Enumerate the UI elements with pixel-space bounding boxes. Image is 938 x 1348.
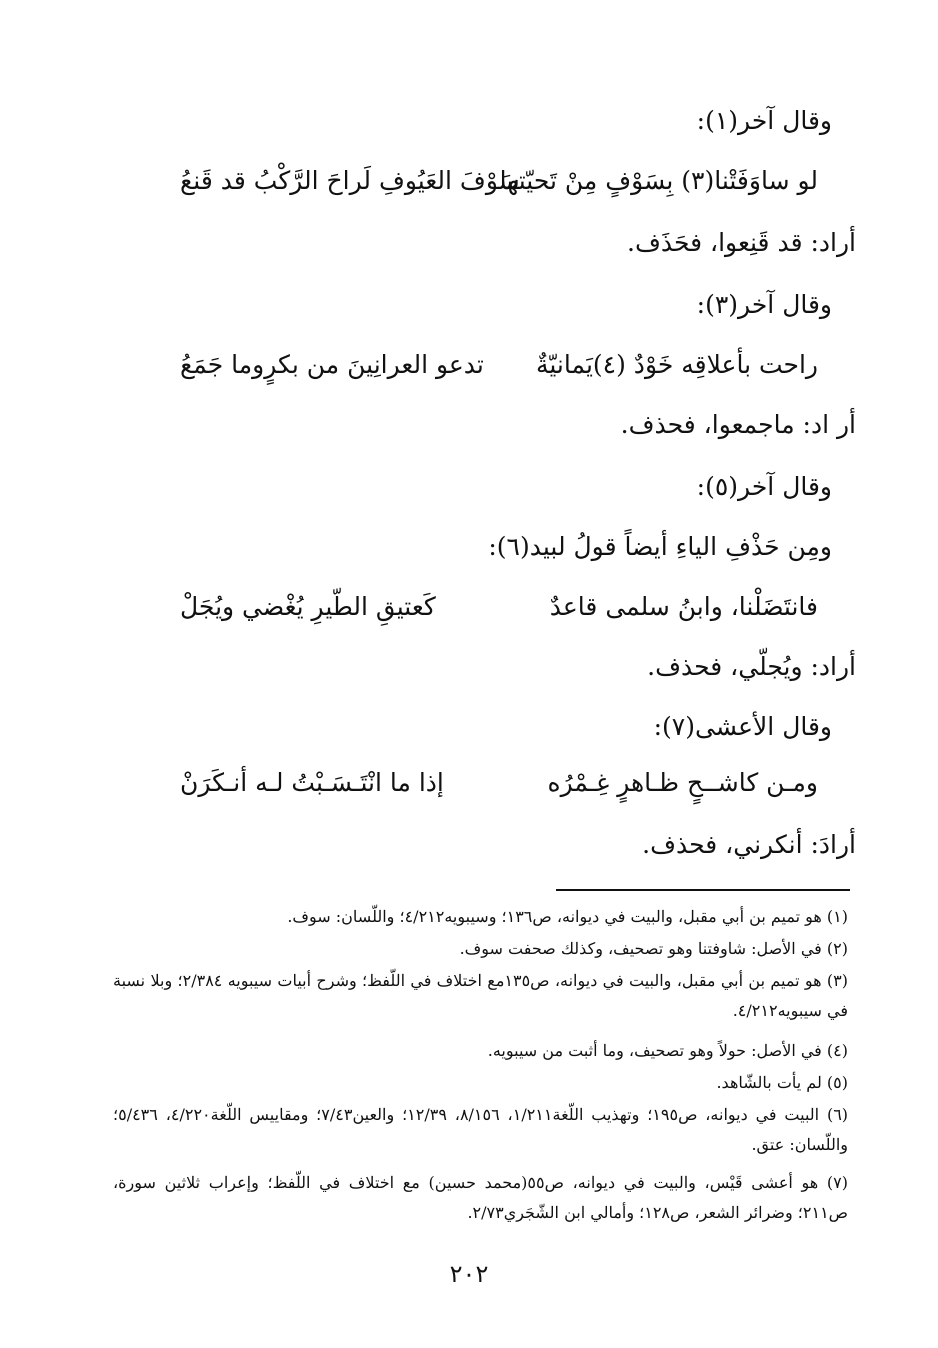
verse-2-second-hemistich: تدعو العرانِينَ من بكرٍوما جَمَعُ: [180, 350, 484, 379]
footnote-2: (٢) في الأصل: شاوفتنا وهو تصحيف، وكذلك صحفت سوف.: [459, 939, 848, 958]
verse-intro-3: وقال آخر(٥):: [696, 472, 832, 501]
verse-intro-1: وقال آخر(١):: [696, 106, 832, 135]
footnote-1: (١) هو تميم بن أبي مقبل، والبيت في ديوانه، ص١٣٦؛ وسيبويه٤/٢١٢؛ واللّسان: سوف.: [287, 907, 848, 926]
footnote-separator: [556, 889, 850, 891]
verse-intro-4: ومِن حَذْفِ الياءِ أيضاً قولُ لبيد(٦):: [488, 532, 832, 561]
verse-intro-2: وقال آخر(٣):: [696, 290, 832, 319]
verse-3-second-hemistich: كَعتيقِ الطّيرِ يُغْضي ويُجَلْ: [180, 592, 436, 621]
footnote-5: (٥) لم يأت بالشّاهد.: [716, 1073, 848, 1092]
verse-intro-5: وقال الأعشى(٧):: [653, 712, 832, 741]
verse-3-first-hemistich: فانتَضَلْنا، وابنُ سلمى قاعدٌ: [549, 592, 818, 621]
page-number: ٢٠٢: [449, 1260, 489, 1288]
footnote-4: (٤) في الأصل: حولاً وهو تصحيف، وما أثبت من سيبويه.: [487, 1041, 848, 1060]
footnote-6: (٦) البيت في ديوانه، ص١٩٥؛ وتهذيب اللّغة١/٢١١، ٨/١٥٦، ١٢/٣٩؛ والعين٧/٤٣؛ ومقاييس اللّغة٤/٢٢٠، ٥/٤٣٦؛ واللّسان: عتق.: [113, 1105, 849, 1154]
comment-3: أراد: ويُجلّي، فحذف.: [647, 652, 856, 681]
comment-1: أراد: قد قَنِعوا، فحَذَف.: [627, 228, 856, 257]
verse-1-first-hemistich: لو ساوَفَتْنا(٣) بِسَوْفٍ مِنْ تَحيّتها: [499, 166, 818, 195]
footnote-3: (٣) هو تميم بن أبي مقبل، والبيت في ديوانه، ص١٣٥مع اختلاف في اللّفظ؛ وشرح أبيات سيبويه ٢/٣٨٤؛ وبلا نسبة في سيبويه٤/٢١٢.: [113, 971, 849, 1020]
footnote-7: (٧) هو أعشى قَيْس، والبيت في ديوانه، ص٥٥(محمد حسين) مع اختلاف في اللّفظ؛ وإعراب ثلاثين سورة، ص٢١١؛ وضرائر الشعر، ص١٢٨؛ وأمالي ابن الشّجَري٢/٧٣.: [113, 1173, 848, 1222]
verse-4-second-hemistich: إذا ما انْتَـسَـبْتُ لـه أنـكَرَنْ: [180, 768, 444, 797]
verse-4-first-hemistich: ومـن كاشــحٍ ظـاهرٍ غِـمْرُه: [547, 768, 818, 797]
verse-1-second-hemistich: سَوْفَ العَيُوفِ لَراحَ الرَّكْبُ قد قَنعُ: [180, 166, 520, 195]
verse-2-first-hemistich: راحت بأعلاقِه خَوْدٌ (٤)يَمانيّةٌ: [535, 350, 818, 379]
comment-2: أر اد: ماجمعوا، فحذف.: [620, 410, 856, 439]
comment-4: أرادَ: أنكرني، فحذف.: [642, 830, 856, 859]
